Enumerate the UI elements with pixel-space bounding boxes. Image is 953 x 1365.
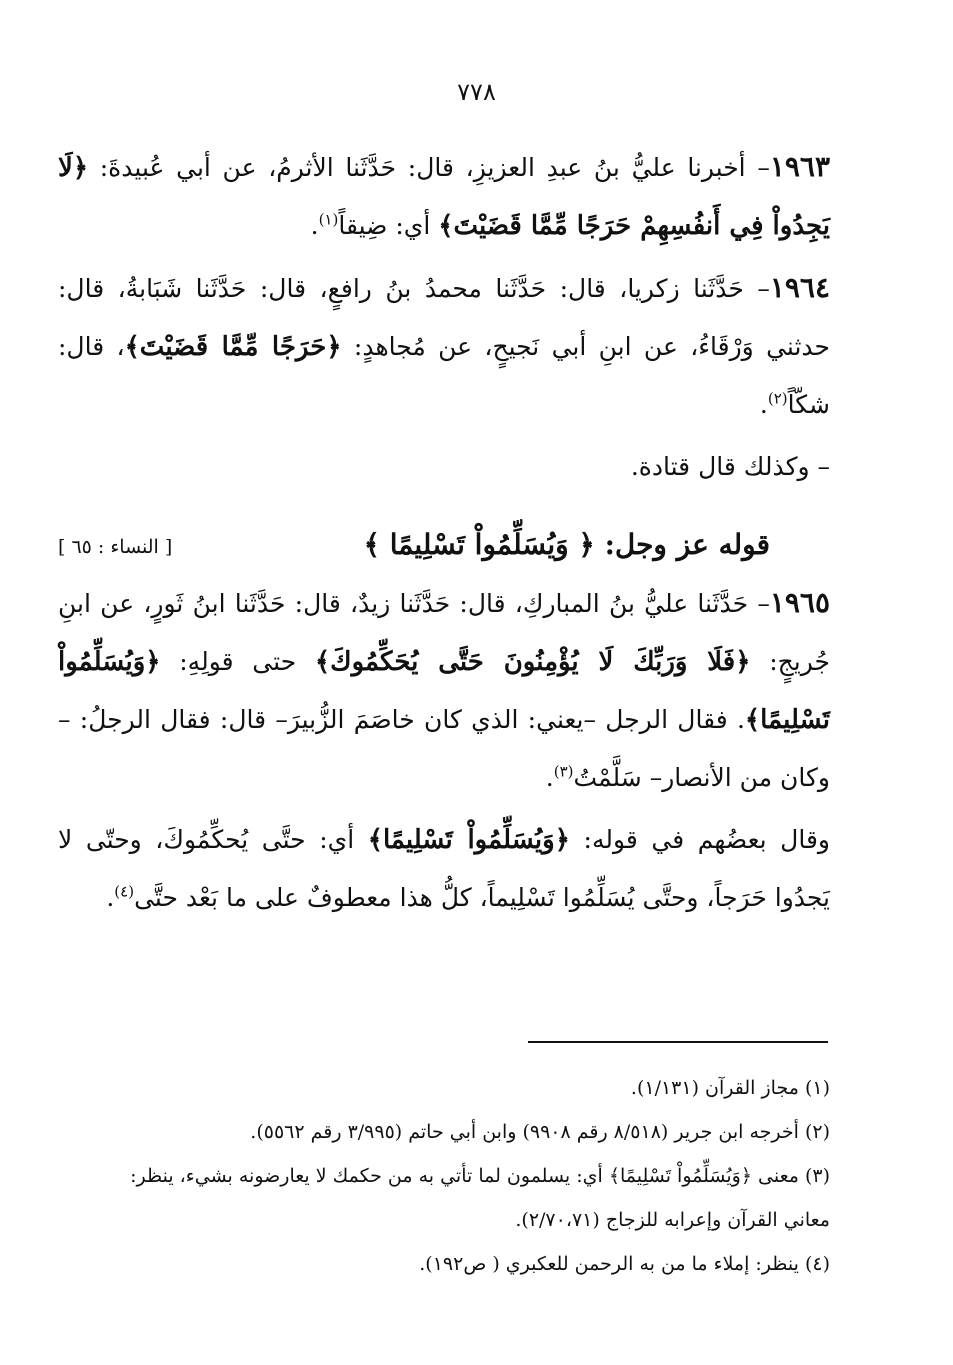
entry-text: – حَدَّثَنا عليُّ بنُ المباركِ، قال: حَدَّثَنا زيدٌ، قال: حَدَّثَنا ابنُ ثَورٍ، عن ابنِ جُريجٍ: [58, 589, 830, 676]
section-heading: قوله عز وجل: ﴿ وَيُسَلِّمُواْ تَسْلِيمًا ﴾ [363, 528, 770, 561]
entry-text: – حَدَّثَنا زكريا، قال: حَدَّثَنا محمدُ بنُ رافعٍ، قال: حَدَّثَنا شَبَابةُ، قال: حدثني وَرْقَاءُ، عن ابنِ أبي نَجيحٍ، عن مُجاهدٍ: [58, 274, 830, 361]
footnote-ref: (٣) [553, 762, 574, 781]
entry-end: . [310, 211, 319, 240]
quran-quote: ﴿وَيُسَلِّمُواْ تَسْلِيمًا﴾ [58, 647, 830, 735]
entry-note: – وكذلك قال قتادة. [630, 452, 830, 481]
closing-end: . [106, 883, 115, 912]
closing-text: وقال بعضُهم في قوله: [569, 825, 830, 854]
footnotes [120, 1066, 830, 1286]
footnote-ref: (٤) [114, 882, 135, 901]
footnote-3-continuation: معاني القرآن وإعرابه للزجاج (٢/٧٠،٧١). [515, 1209, 830, 1231]
main-text [58, 138, 830, 931]
quran-quote: ﴿فَلَا وَرَبِّكَ لَا يُؤْمِنُونَ حَتَّى يُحَكِّمُوكَ﴾ [314, 647, 751, 677]
quran-quote: ﴿لَا يَجِدُواْ فِي أَنفُسِهِمْ حَرَجًا مِّمَّا قَضَيْتَ﴾ [58, 153, 830, 241]
entry-text-after: . فقال الرجل –يعني: الذي كان خاصَمَ الزُّبيرَ– قال: فقال الرجلُ: –وكان من الأنصار– سَلَّمْتُ [58, 705, 830, 792]
footnote-ref: (١) [318, 210, 339, 229]
entry-number: ١٩٦٣ [769, 150, 830, 183]
footnote-2: (٢) أخرجه ابن جرير (٨/٥١٨ رقم ٩٩٠٨) وابن أبي حاتم (٣/٩٩٥ رقم ٥٥٦٢). [250, 1121, 830, 1143]
entry-end: . [759, 390, 768, 419]
entry-text: – أخبرنا عليُّ بنُ عبدِ العزيزِ، قال: حَدَّثَنا الأثرمُ، عن أبي عُبيدةَ: [88, 153, 770, 182]
footnote-divider [528, 1041, 828, 1043]
footnote-3: (٣) معنى ﴿وَيُسَلِّمُواْ تَسْلِيمًا﴾ أي: يسلمون لما تأتي به من حكمك لا يعارضونه بشيء، ينظر: [130, 1165, 830, 1187]
entry-end: . [545, 763, 554, 792]
footnote-4: (٤) ينظر: إملاء ما من به الرحمن للعكبري ( ص١٩٢). [419, 1253, 830, 1275]
entry-number: ١٩٦٥ [769, 586, 830, 619]
entry-text-mid: حتى قولِهِ: [160, 647, 315, 676]
section-heading-row [58, 516, 830, 574]
footnote-ref: (٢) [767, 389, 788, 408]
entry-1965 [58, 574, 830, 807]
entry-1963 [58, 138, 830, 255]
entry-number: ١٩٦٤ [769, 271, 830, 304]
page-number: ٧٧٨ [457, 78, 496, 106]
quran-quote: ﴿حَرَجًا مِّمَّا قَضَيْتَ﴾ [124, 332, 342, 362]
entry-text-after: ، قال: شكّاً [58, 332, 830, 419]
verse-reference: [ النساء : ٦٥ ] [58, 536, 173, 558]
entry-1964 [58, 259, 830, 434]
quran-quote: ﴿وَيُسَلِّمُواْ تَسْلِيمًا﴾ [367, 825, 570, 855]
closing-paragraph [58, 811, 830, 927]
footnote-1: (١) مجاز القرآن (١/١٣١). [630, 1077, 830, 1099]
entry-text-after: أي: ضِيقاً [338, 211, 439, 240]
closing-text-after: أي: حتَّى يُحكِّمُوكَ، وحتّى لا يَجدُوا حَرَجاً، وحتَّى يُسَلِّمُوا تَسْلِيماً، كلُّ هذا معطوفٌ على ما بَعْد حتَّى [58, 825, 830, 912]
